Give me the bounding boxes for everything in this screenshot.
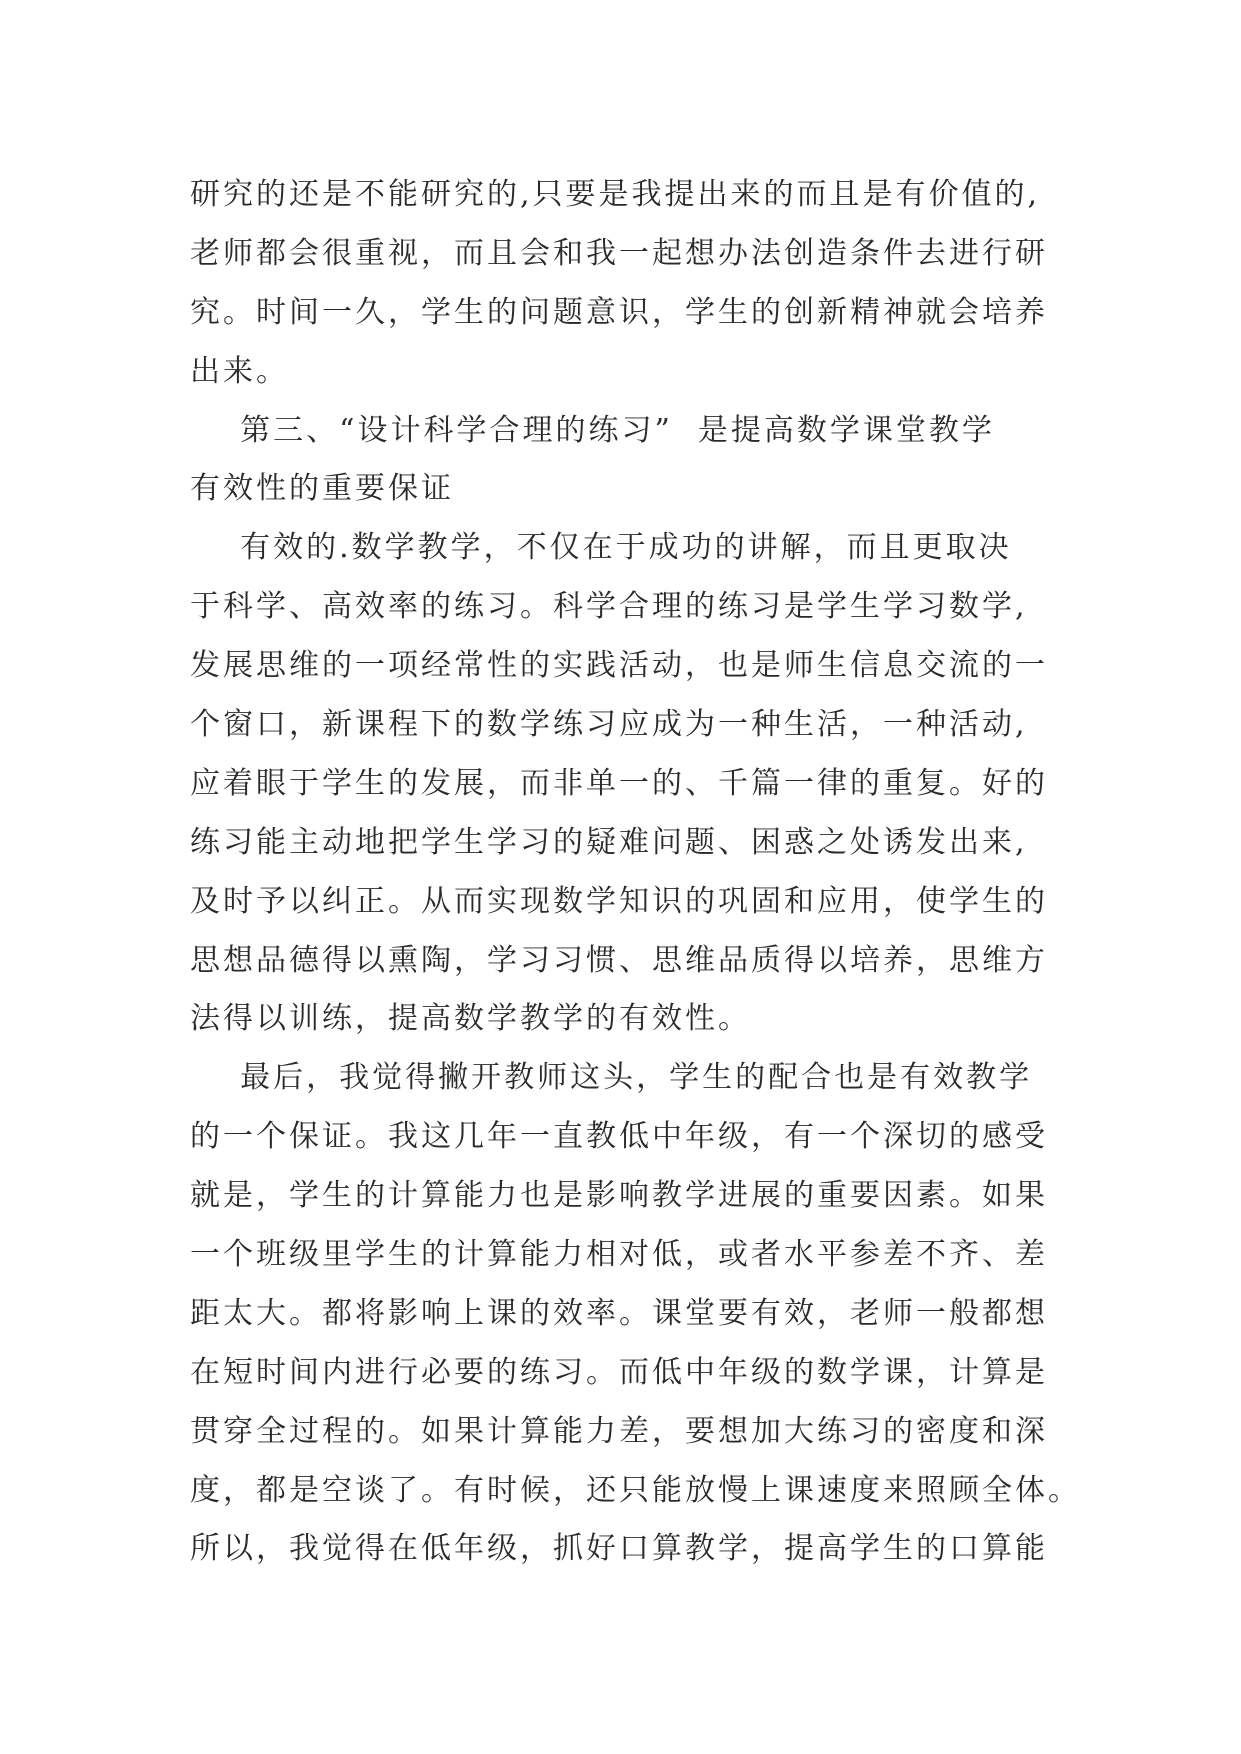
text-line: 在短时间内进行必要的练习。而低中年级的数学课，计算是 <box>190 1354 1048 1390</box>
text-line: 练习能主动地把学生学习的疑难问题、困惑之处诱发出来, <box>190 824 1028 860</box>
text-line: 的一个保证。我这几年一直教低中年级，有一个深切的感受 <box>190 1119 1048 1155</box>
text-line: 出来。 <box>190 353 289 389</box>
text-line: 所以，我觉得在低年级，抓好口算教学，提高学生的口算能 <box>190 1531 1048 1567</box>
section-heading-line: 有效性的重要保证 <box>190 471 454 507</box>
text-line: 个窗口，新课程下的数学练习应成为一种生活，一种活动, <box>190 707 1028 743</box>
text-line: 最后，我觉得撇开教师这头，学生的配合也是有效教学 <box>190 1060 1033 1096</box>
text-line: 研究的还是不能研究的,只要是我提出来的而且是有价值的, <box>190 177 1041 212</box>
text-line: 究。时间一久，学生的问题意识，学生的创新精神就会培养 <box>190 294 1048 330</box>
text-line: 及时予以纠正。从而实现数学知识的巩固和应用，使学生的 <box>190 883 1048 919</box>
text-line: 有效的.数学教学，不仅在于成功的讲解，而且更取决 <box>190 530 1012 566</box>
text-line: 发展思维的一项经常性的实践活动，也是师生信息交流的一 <box>190 648 1048 684</box>
section-heading-line: 第三、“设计科学合理的练习” 是提高数学课堂教学 <box>190 412 995 448</box>
text-line: 应着眼于学生的发展，而非单一的、千篇一律的重复。好的 <box>190 765 1048 801</box>
text-line: 老师都会很重视，而且会和我一起想办法创造条件去进行研 <box>190 235 1048 271</box>
text-line: 就是，学生的计算能力也是影响教学进展的重要因素。如果 <box>190 1178 1048 1214</box>
text-line: 贯穿全过程的。如果计算能力差，要想加大练习的密度和深 <box>190 1413 1048 1449</box>
text-line: 度，都是空谈了。有时候，还只能放慢上课速度来照顾全体。 <box>190 1472 1081 1508</box>
text-line: 一个班级里学生的计算能力相对低，或者水平参差不齐、差 <box>190 1237 1048 1273</box>
text-line: 距太大。都将影响上课的效率。课堂要有效，老师一般都想 <box>190 1295 1048 1331</box>
text-line: 于科学、高效率的练习。科学合理的练习是学生学习数学, <box>190 589 1028 625</box>
body-text <box>190 166 1080 1579</box>
text-line: 法得以训练，提高数学教学的有效性。 <box>190 1001 751 1037</box>
text-line: 思想品德得以熏陶，学习习惯、思维品质得以培养，思维方 <box>190 942 1048 978</box>
